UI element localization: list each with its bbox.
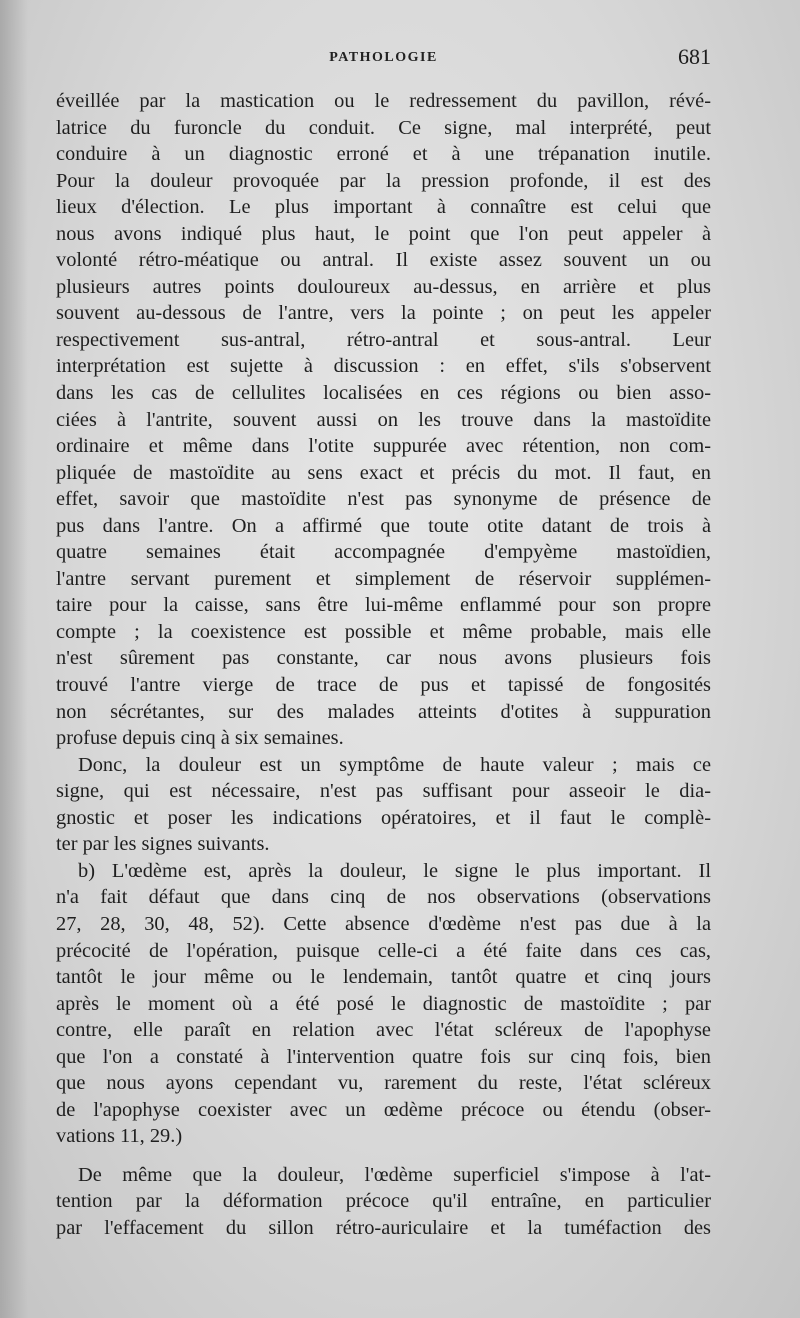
text-line: dans les cas de cellulites localisées en ces régions ou bien asso-: [56, 382, 711, 405]
text-line: n'a fait défaut que dans cinq de nos observations (observations: [56, 886, 711, 909]
text-line: pliquée de mastoïdite au sens exact et précis du mot. Il faut, en: [56, 461, 711, 484]
text-line: taire pour la caisse, sans être lui-même enflammé pour son propre: [56, 594, 711, 617]
text-line: trouvé l'antre vierge de trace de pus et tapissé de fongosités: [56, 674, 711, 697]
text-line: signe, qui est nécessaire, n'est pas suffisant pour asseoir le dia-: [56, 780, 711, 803]
text-line: souvent au-dessous de l'antre, vers la pointe ; on peut les appeler: [56, 302, 711, 325]
text-line: tention par la déformation précoce qu'il entraîne, en particulier: [56, 1190, 711, 1213]
text-line: effet, savoir que mastoïdite n'est pas synonyme de présence de: [56, 488, 711, 511]
text-line: lieux d'élection. Le plus important à connaître est celui que: [56, 196, 711, 219]
text-line: ciées à l'antrite, souvent aussi on les trouve dans la mastoïdite: [56, 408, 711, 431]
page-edge-shadow: [0, 0, 28, 1318]
text-line: 27, 28, 30, 48, 52). Cette absence d'œdème n'est pas due à la: [56, 912, 711, 935]
text-line: conduire à un diagnostic erroné et à une trépanation inutile.: [56, 143, 711, 166]
text-line: n'est sûrement pas constante, car nous avons plusieurs fois: [56, 647, 711, 670]
text-line: non sécrétantes, sur des malades atteints d'otites à suppuration: [56, 700, 711, 723]
text-line: éveillée par la mastication ou le redressement du pavillon, révé-: [56, 90, 711, 112]
text-line: nous avons indiqué plus haut, le point que l'on peut appeler à: [56, 222, 711, 245]
text-line: latrice du furoncle du conduit. Ce signe, mal interprété, peut: [56, 116, 711, 139]
paragraph: [56, 1162, 711, 1242]
text-line: respectivement sus-antral, rétro-antral et sous-antral. Leur: [56, 328, 711, 351]
page-header: [56, 44, 711, 74]
text-line: que nous ayons cependant vu, rarement du reste, l'état scléreux: [56, 1072, 711, 1095]
text-line: ter par les signes suivants.: [56, 833, 270, 856]
running-head: PATHOLOGIE: [329, 50, 438, 65]
text-line: précocité de l'opération, puisque celle-ci a été faite dans ces cas,: [56, 939, 711, 962]
paragraph-gap: [56, 1150, 711, 1162]
text-line: volonté rétro-méatique ou antral. Il existe assez souvent un ou: [56, 249, 711, 272]
paragraph: [56, 752, 711, 858]
text-line: ordinaire et même dans l'otite suppurée avec rétention, non com-: [56, 435, 711, 458]
text-line: gnostic et poser les indications opératoires, et il faut le complè-: [56, 806, 711, 829]
text-line: plusieurs autres points douloureux au-dessus, en arrière et plus: [56, 275, 711, 298]
body-text: [56, 88, 711, 1242]
text-line: De même que la douleur, l'œdème superficiel s'impose à l'at-: [78, 1163, 711, 1186]
paragraph: [56, 858, 711, 1150]
text-line: b) L'œdème est, après la douleur, le signe le plus important. Il: [78, 859, 711, 882]
text-line: par l'effacement du sillon rétro-auriculaire et la tuméfaction des: [56, 1216, 711, 1239]
text-line: compte ; la coexistence est possible et même probable, mais elle: [56, 620, 711, 643]
text-line: après le moment où a été posé le diagnostic de mastoïdite ; par: [56, 992, 711, 1015]
text-line: pus dans l'antre. On a affirmé que toute otite datant de trois à: [56, 514, 711, 537]
text-line: Pour la douleur provoquée par la pression profonde, il est des: [56, 169, 711, 192]
text-line: que l'on a constaté à l'intervention quatre fois sur cinq fois, bien: [56, 1045, 711, 1068]
text-line: tantôt le jour même ou le lendemain, tantôt quatre et cinq jours: [56, 966, 711, 989]
text-line: interprétation est sujette à discussion : en effet, s'ils s'observent: [56, 355, 711, 378]
text-line: vations 11, 29.): [56, 1125, 183, 1148]
paragraph: [56, 88, 711, 752]
text-line: contre, elle paraît en relation avec l'état scléreux de l'apophyse: [56, 1019, 711, 1042]
text-line: Donc, la douleur est un symptôme de haute valeur ; mais ce: [78, 753, 711, 776]
text-line: profuse depuis cinq à six semaines.: [56, 727, 344, 750]
text-line: l'antre servant purement et simplement de réservoir supplémen-: [56, 567, 711, 590]
text-line: quatre semaines était accompagnée d'empyème mastoïdien,: [56, 541, 711, 564]
text-line: de l'apophyse coexister avec un œdème précoce ou étendu (obser-: [56, 1098, 711, 1121]
page-number: 681: [678, 44, 711, 69]
